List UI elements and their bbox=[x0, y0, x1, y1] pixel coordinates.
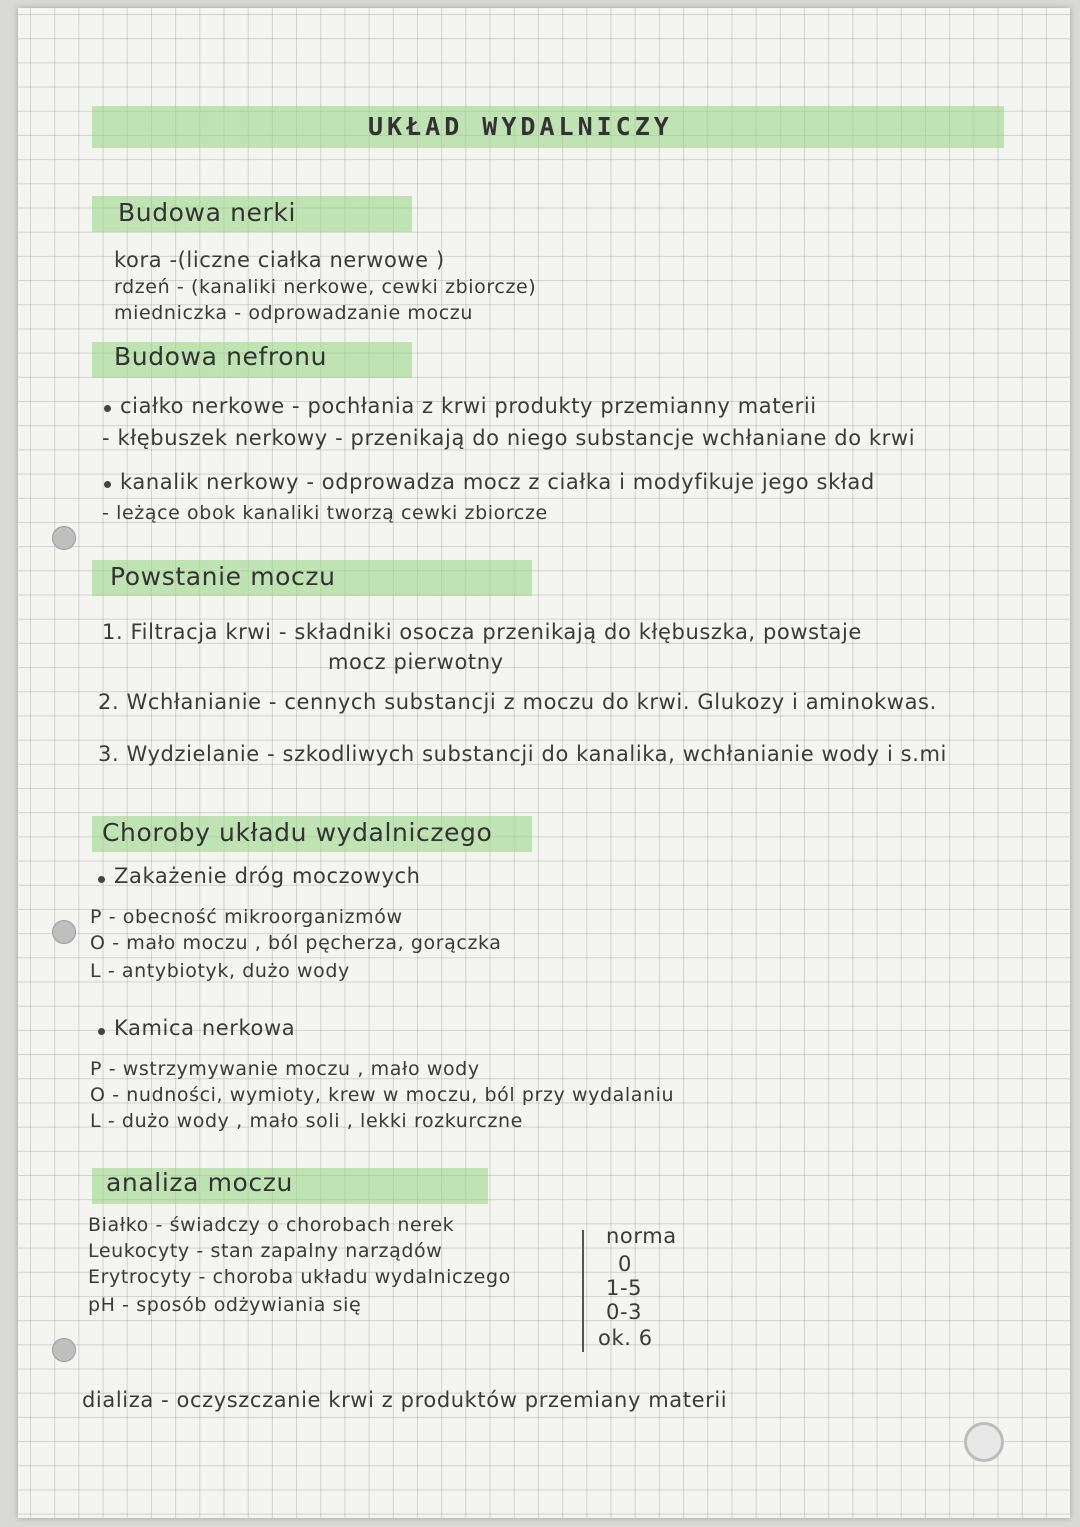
watermark-logo bbox=[964, 1422, 1004, 1462]
bullet bbox=[104, 405, 111, 412]
text-line: P - wstrzymywanie moczu , mało wody bbox=[90, 1058, 480, 1080]
notebook-page bbox=[18, 8, 1070, 1518]
analysis-row: Erytrocyty - choroba układu wydalniczego bbox=[88, 1266, 511, 1288]
text-line: kora -(liczne ciałka nerwowe ) bbox=[114, 248, 445, 272]
text-line: O - mało moczu , ból pęcherza, gorączka bbox=[90, 932, 502, 954]
text-line: O - nudności, wymioty, krew w moczu, ból przy wydalaniu bbox=[90, 1084, 675, 1106]
punch-hole bbox=[52, 526, 76, 550]
text-line: mocz pierwotny bbox=[328, 650, 504, 674]
bullet bbox=[104, 481, 111, 488]
text-line: - kłębuszek nerkowy - przenikają do niego substancje wchłaniane do krwi bbox=[102, 426, 916, 450]
norm-value: 0 bbox=[618, 1252, 632, 1276]
bullet bbox=[98, 876, 105, 883]
norm-value: ok. 6 bbox=[598, 1326, 653, 1350]
disease-name: Zakażenie dróg moczowych bbox=[114, 864, 421, 888]
dializa-definition: dializa - oczyszczanie krwi z produktów przemiany materii bbox=[82, 1388, 728, 1412]
analysis-row: Leukocyty - stan zapalny narządów bbox=[88, 1240, 443, 1262]
text-line: 2. Wchłanianie - cennych substancji z moczu do krwi. Glukozy i aminokwas. bbox=[98, 690, 937, 714]
norm-value: 0-3 bbox=[606, 1300, 643, 1324]
text-line: P - obecność mikroorganizmów bbox=[90, 906, 403, 928]
text-line: kanalik nerkowy - odprowadza mocz z ciałka i modyfikuje jego skład bbox=[120, 470, 875, 494]
text-line: miedniczka - odprowadzanie moczu bbox=[114, 302, 473, 324]
heading-budowa-nerki: Budowa nerki bbox=[118, 198, 297, 227]
page-title: UKŁAD WYDALNICZY bbox=[368, 112, 673, 141]
text-line: rdzeń - (kanaliki nerkowe, cewki zbiorcze) bbox=[114, 276, 537, 298]
bullet bbox=[98, 1028, 105, 1035]
text-line: 3. Wydzielanie - szkodliwych substancji do kanalika, wchłanianie wody i s.mi bbox=[98, 742, 947, 766]
heading-powstanie-moczu: Powstanie moczu bbox=[110, 562, 336, 591]
punch-hole bbox=[52, 1338, 76, 1362]
heading-budowa-nefronu: Budowa nefronu bbox=[114, 342, 328, 371]
disease-name: Kamica nerkowa bbox=[114, 1016, 296, 1040]
text-line: L - antybiotyk, dużo wody bbox=[90, 960, 350, 982]
text-line: L - dużo wody , mało soli , lekki rozkurczne bbox=[90, 1110, 523, 1132]
heading-analiza: analiza moczu bbox=[106, 1168, 293, 1197]
norm-value: 1-5 bbox=[606, 1276, 643, 1300]
analysis-row: Białko - świadczy o chorobach nerek bbox=[88, 1214, 455, 1236]
analysis-row: pH - sposób odżywiania się bbox=[88, 1294, 362, 1316]
punch-hole bbox=[52, 920, 76, 944]
text-line: 1. Filtracja krwi - składniki osocza przenikają do kłębuszka, powstaje bbox=[102, 620, 862, 644]
text-line: ciałko nerkowe - pochłania z krwi produkty przemianny materii bbox=[120, 394, 817, 418]
norma-label: norma bbox=[606, 1224, 677, 1248]
text-line: - leżące obok kanaliki tworzą cewki zbiorcze bbox=[102, 502, 548, 524]
heading-choroby: Choroby układu wydalniczego bbox=[102, 818, 493, 847]
table-divider bbox=[582, 1230, 584, 1352]
